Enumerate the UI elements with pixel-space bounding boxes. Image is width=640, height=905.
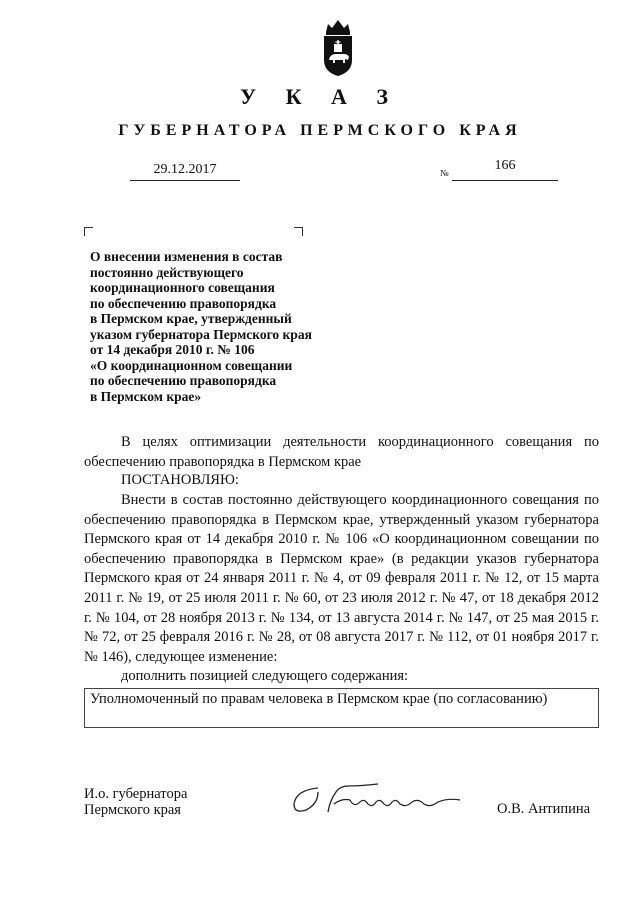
signatory-position xyxy=(84,786,187,818)
coat-of-arms-emblem xyxy=(318,16,358,78)
heading-line: О внесении изменения в состав xyxy=(90,249,283,264)
addition-line: дополнить позицией следующего содержания: xyxy=(121,668,409,684)
position-line: И.о. губернатора xyxy=(84,786,188,802)
signatory-name: О.В. Антипина xyxy=(497,801,591,817)
heading-line: «О координационном совещании xyxy=(90,357,293,373)
heading-line: постоянно действующего xyxy=(90,264,244,280)
handwritten-signature xyxy=(288,778,478,818)
heading-corner-right xyxy=(294,227,303,236)
main-paragraph: Внести в состав постоянно действующего координационного совещания по обеспечению правопорядка в Пермском крае, утвержденный указом губернатора Пермского края от 14 декабря 2010 г. № 106 «О координационном совещании по обеспечению правопорядка в Пермском крае» (в редакции указов губернатора Пермского края от 24 января 2011 г. № 4, от 09 февраля 2011 г. № 12, от 15 марта 2011 г. № 19, от 25 июля 2011 г. № 60, от 23 июля 2012 г. № 47, от 18 декабря 2012 г. № 104, от 28 ноября 2013 г. № 134, от 13 августа 2014 г. № 147, от 25 мая 2015 г. № 72, от 25 февраля 2016 г. № 28, от 08 августа 2017 г. № 112, от 01 ноября 2017 г. № 146), следующее изменение: xyxy=(84,492,599,665)
number-sign: № xyxy=(440,168,449,178)
position-line: Пермского края xyxy=(84,802,181,818)
heading-corner-left xyxy=(84,227,93,236)
document-date: 29.12.2017 xyxy=(130,162,240,181)
heading-line: координационного совещания xyxy=(90,280,275,295)
table-cell-text: Уполномоченный по правам человека в Пермском крае (по согласованию) xyxy=(90,691,548,707)
heading-line: от 14 декабря 2010 г. № 106 xyxy=(90,342,255,357)
intro-paragraph: В целях оптимизации деятельности координационного совещания по обеспечению правопорядка в Пермском крае xyxy=(84,434,599,470)
document-heading xyxy=(90,249,360,404)
document-title: У К А З xyxy=(239,84,401,109)
heading-line: в Пермском крае» xyxy=(90,388,202,404)
heading-line: указом губернатора Пермского края xyxy=(90,326,312,342)
decree-word: ПОСТАНОВЛЯЮ: xyxy=(121,472,239,488)
document-number: 166 xyxy=(452,158,558,181)
document-subtitle: ГУБЕРНАТОРА ПЕРМСКОГО КРАЯ xyxy=(118,122,522,139)
heading-line: по обеспечению правопорядка xyxy=(90,295,277,311)
heading-line: в Пермском крае, утвержденный xyxy=(90,311,292,326)
heading-line: по обеспечению правопорядка xyxy=(90,373,277,388)
